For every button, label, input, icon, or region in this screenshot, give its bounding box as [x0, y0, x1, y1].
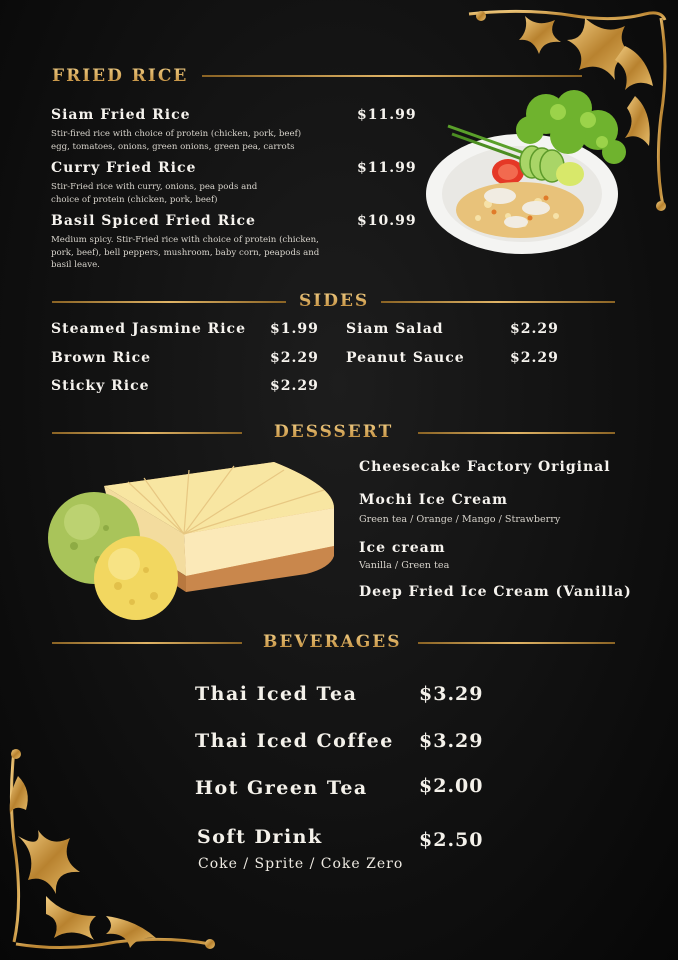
desc-siam-fried-rice: Stir-fired rice with choice of protein (chicken, pork, beef) egg, tomatoes, onions, green onions, green pea, carrots [51, 129, 302, 152]
desc-soft-drink: Coke / Sprite / Coke Zero [198, 856, 404, 872]
price-thai-iced-coffee: $3.29 [419, 730, 484, 752]
dessert-image [44, 456, 340, 626]
divider [52, 301, 286, 303]
divider [381, 301, 615, 303]
price-siam-salad: $2.29 [510, 321, 559, 337]
desc-basil-spiced-fried-rice: Medium spicy. Stir-Fried rice with choice of protein (chicken, pork, beef), bell peppers, mushroom, baby corn, peapods and basil leave. [51, 235, 320, 270]
price-steamed-jasmine-rice: $1.99 [270, 321, 319, 337]
desc-mochi-ice-cream: Green tea / Orange / Mango / Strawberry [359, 514, 561, 525]
item-basil-spiced-fried-rice: Basil Spiced Fried Rice [51, 213, 256, 229]
item-siam-fried-rice: Siam Fried Rice [51, 107, 191, 123]
price-hot-green-tea: $2.00 [419, 775, 484, 797]
section-title-sides: SIDES [299, 291, 370, 311]
item-hot-green-tea: Hot Green Tea [195, 777, 368, 799]
section-title-fried-rice: FRIED RICE [52, 66, 189, 86]
item-ice-cream: Ice cream [359, 540, 446, 556]
item-brown-rice: Brown Rice [51, 350, 152, 366]
price-brown-rice: $2.29 [270, 350, 319, 366]
item-curry-fried-rice: Curry Fried Rice [51, 160, 197, 176]
corner-ornament-bottom-left [6, 746, 218, 954]
divider [52, 432, 242, 434]
price-basil-spiced-fried-rice: $10.99 [357, 213, 417, 229]
desc-curry-fried-rice: Stir-Fried rice with curry, onions, pea pods and choice of protein (chicken, pork, beef) [51, 182, 258, 205]
price-sticky-rice: $2.29 [270, 378, 319, 394]
fried-rice-plate-image [418, 90, 630, 260]
price-peanut-sauce: $2.29 [510, 350, 559, 366]
section-title-dessert: DESSSERT [274, 422, 394, 442]
price-siam-fried-rice: $11.99 [357, 107, 417, 123]
item-sticky-rice: Sticky Rice [51, 378, 150, 394]
item-steamed-jasmine-rice: Steamed Jasmine Rice [51, 321, 246, 337]
divider [418, 642, 615, 644]
item-deep-fried-ice-cream: Deep Fried Ice Cream (Vanilla) [359, 584, 632, 600]
divider [52, 642, 242, 644]
divider [202, 75, 582, 77]
desc-ice-cream: Vanilla / Green tea [359, 560, 450, 571]
item-soft-drink: Soft Drink [197, 826, 323, 848]
price-curry-fried-rice: $11.99 [357, 160, 417, 176]
item-mochi-ice-cream: Mochi Ice Cream [359, 492, 508, 508]
section-title-beverages: BEVERAGES [263, 632, 402, 652]
item-thai-iced-tea: Thai Iced Tea [195, 683, 358, 705]
divider [418, 432, 615, 434]
item-thai-iced-coffee: Thai Iced Coffee [195, 730, 394, 752]
price-thai-iced-tea: $3.29 [419, 683, 484, 705]
item-cheesecake: Cheesecake Factory Original [359, 459, 611, 475]
price-soft-drink: $2.50 [419, 829, 484, 851]
item-siam-salad: Siam Salad [346, 321, 444, 337]
item-peanut-sauce: Peanut Sauce [346, 350, 465, 366]
